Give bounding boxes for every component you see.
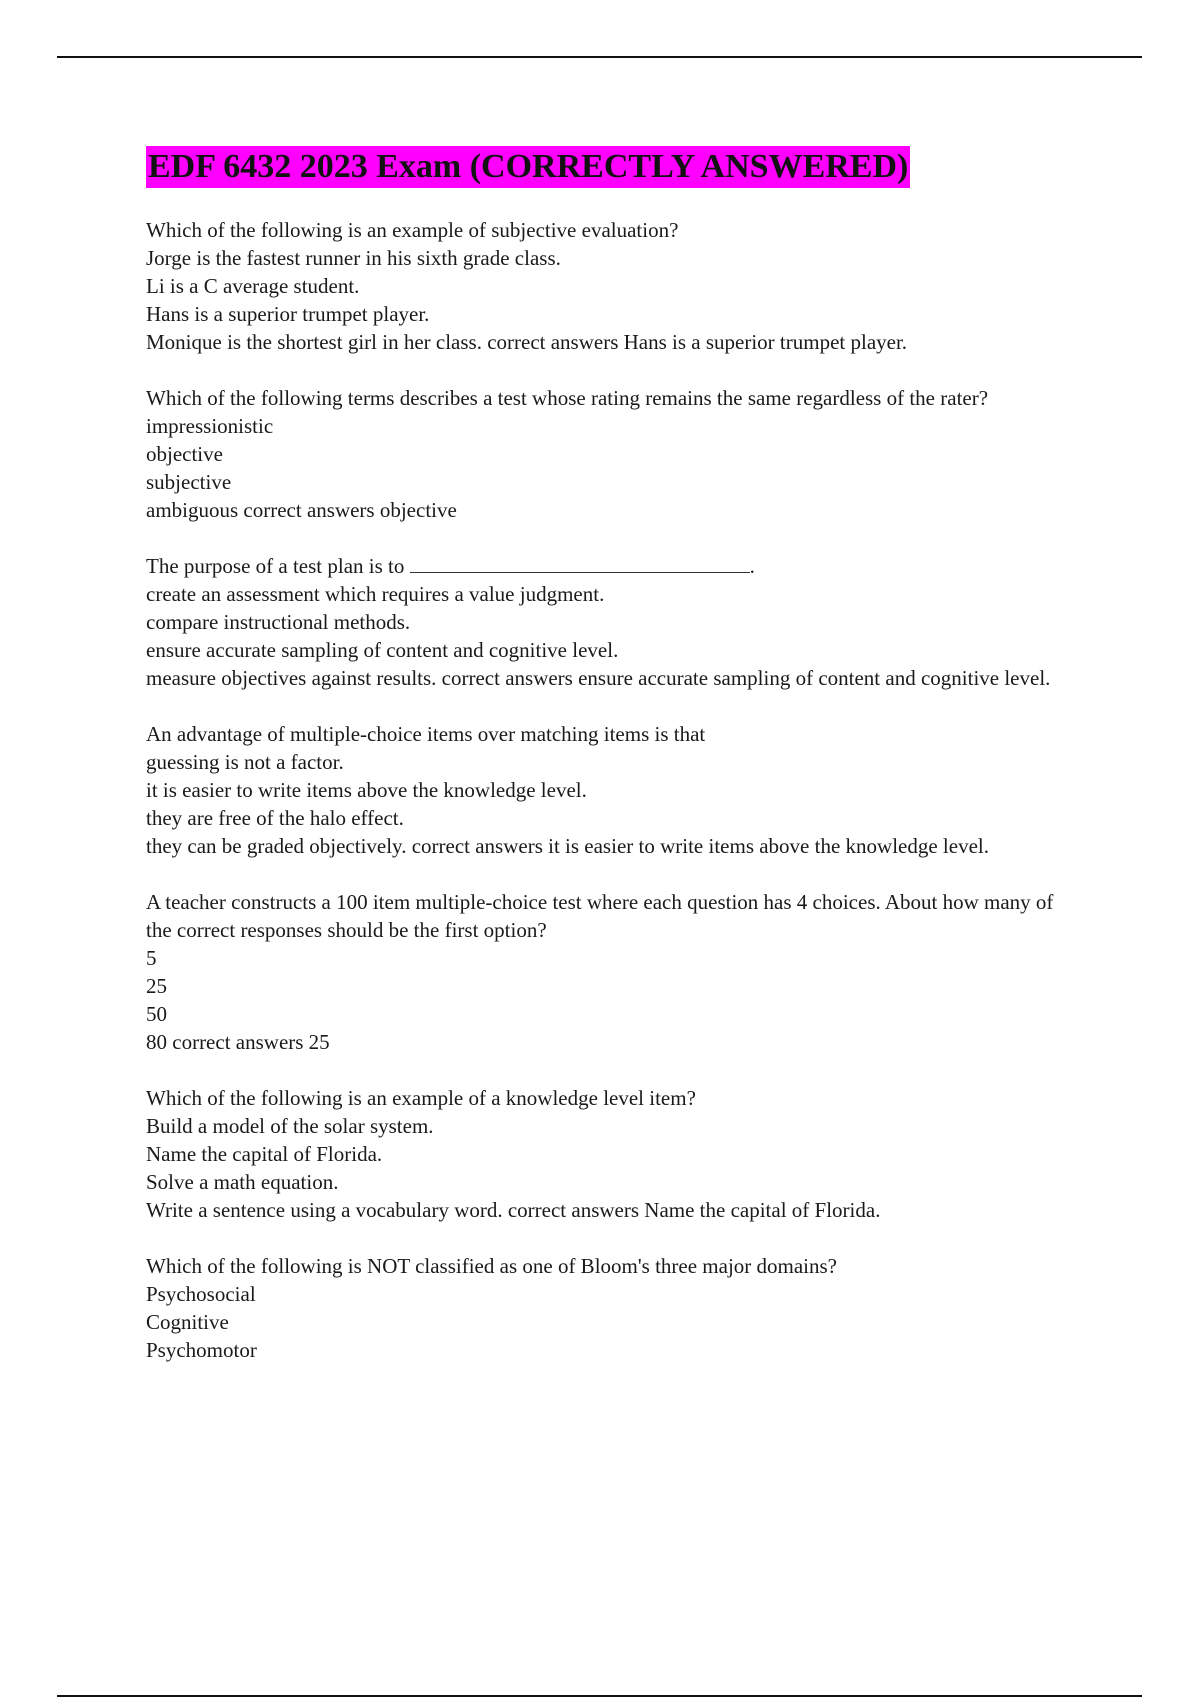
- title-block: [146, 146, 1066, 188]
- question-4: [146, 720, 1066, 860]
- question-3: [146, 552, 1066, 692]
- answer-option: it is easier to write items above the knowledge level.: [146, 778, 587, 802]
- answer-option: guessing is not a factor.: [146, 750, 344, 774]
- document-body: [146, 146, 1066, 1392]
- answer-option: Build a model of the solar system.: [146, 1114, 434, 1138]
- answer-option-with-correct-answer: 80 correct answers 25: [146, 1030, 330, 1054]
- answer-option: ensure accurate sampling of content and cognitive level.: [146, 638, 619, 662]
- footer-rule: [57, 1695, 1142, 1697]
- fill-in-blank: [410, 554, 750, 573]
- answer-option: 50: [146, 1002, 167, 1026]
- question-stem-text: The purpose of a test plan is to: [146, 554, 410, 578]
- question-stem: Which of the following terms describes a test whose rating remains the same regardless of the rater?: [146, 386, 989, 410]
- answer-option-with-correct-answer: they can be graded objectively. correct answers it is easier to write items above the knowledge level.: [146, 834, 989, 858]
- question-stem-end: .: [749, 554, 755, 578]
- page-title: EDF 6432 2023 Exam (CORRECTLY ANSWERED): [146, 146, 910, 188]
- answer-option: compare instructional methods.: [146, 610, 411, 634]
- question-7: [146, 1252, 1066, 1364]
- answer-option: 5: [146, 946, 157, 970]
- answer-option-with-correct-answer: ambiguous correct answers objective: [146, 498, 457, 522]
- question-stem: Which of the following is an example of subjective evaluation?: [146, 218, 679, 242]
- question-stem: Which of the following is an example of a knowledge level item?: [146, 1086, 696, 1110]
- question-1: [146, 216, 1066, 356]
- question-5: [146, 888, 1066, 1056]
- answer-option: impressionistic: [146, 414, 274, 438]
- answer-option-with-correct-answer: Monique is the shortest girl in her class. correct answers Hans is a superior trumpet player.: [146, 330, 908, 354]
- question-stem: A teacher constructs a 100 item multiple-choice test where each question has 4 choices. About how many of the correct responses should be the first option?: [146, 890, 1054, 942]
- answer-option: Li is a C average student.: [146, 274, 360, 298]
- answer-option: 25: [146, 974, 167, 998]
- question-2: [146, 384, 1066, 524]
- question-stem: [146, 552, 1066, 580]
- answer-option-with-correct-answer: measure objectives against results. correct answers ensure accurate sampling of content and cognitive level.: [146, 666, 1051, 690]
- answer-option: Solve a math equation.: [146, 1170, 339, 1194]
- answer-option: Name the capital of Florida.: [146, 1142, 383, 1166]
- answer-option: Hans is a superior trumpet player.: [146, 302, 430, 326]
- answer-option: Jorge is the fastest runner in his sixth grade class.: [146, 246, 561, 270]
- answer-option: objective: [146, 442, 223, 466]
- answer-option: they are free of the halo effect.: [146, 806, 404, 830]
- answer-option: Psychomotor: [146, 1338, 257, 1362]
- answer-option: create an assessment which requires a value judgment.: [146, 582, 605, 606]
- header-rule: [57, 56, 1142, 58]
- question-stem: An advantage of multiple-choice items over matching items is that: [146, 722, 706, 746]
- answer-option: Cognitive: [146, 1310, 229, 1334]
- question-stem: Which of the following is NOT classified as one of Bloom's three major domains?: [146, 1254, 838, 1278]
- answer-option: subjective: [146, 470, 232, 494]
- question-6: [146, 1084, 1066, 1224]
- answer-option: Psychosocial: [146, 1282, 256, 1306]
- answer-option-with-correct-answer: Write a sentence using a vocabulary word. correct answers Name the capital of Florida.: [146, 1198, 881, 1222]
